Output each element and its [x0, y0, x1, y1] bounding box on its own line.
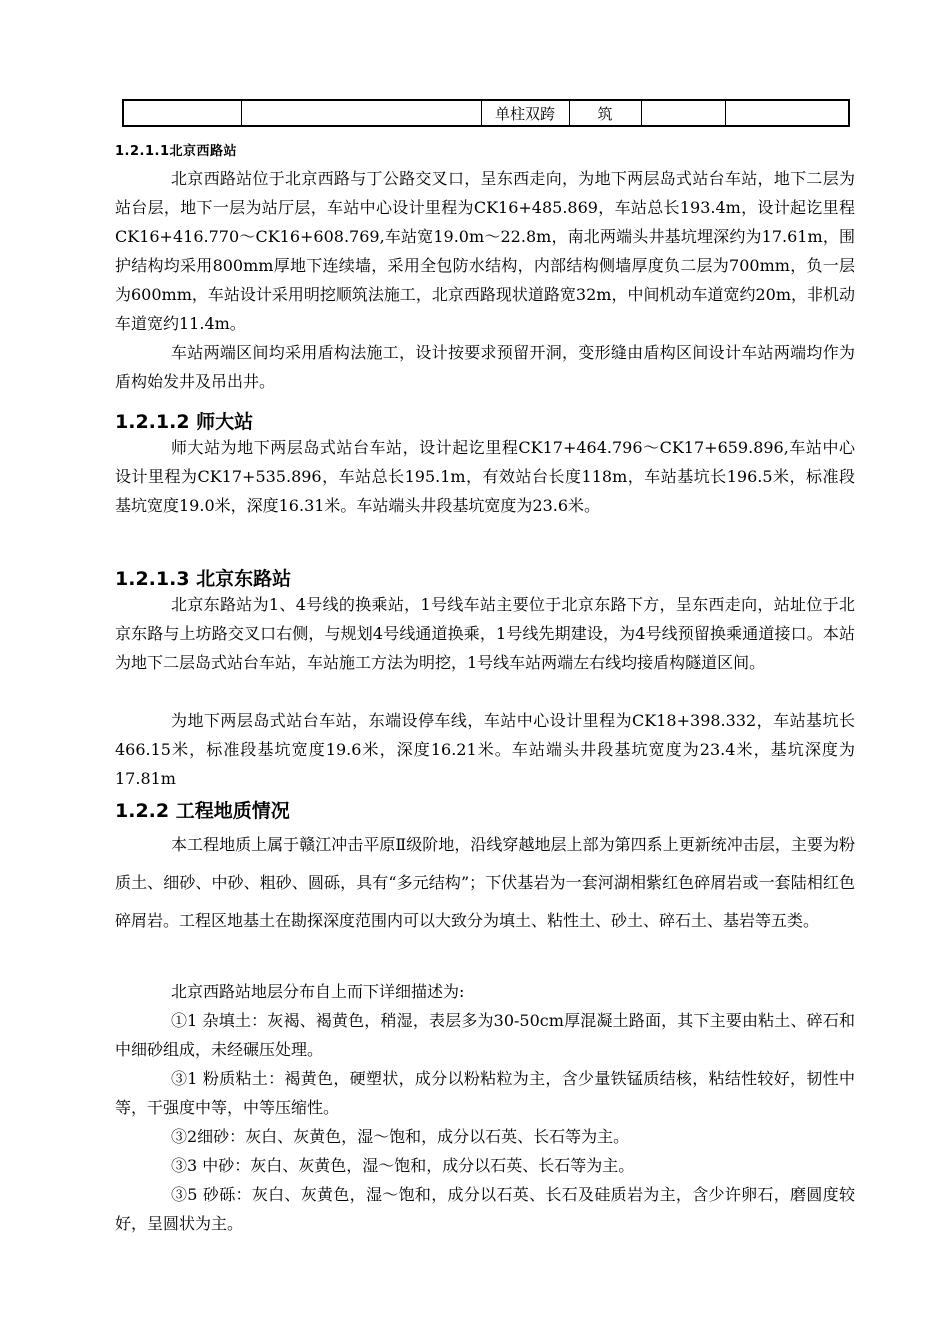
- table-cell: [123, 100, 241, 126]
- paragraph: 为地下两层岛式站台车站，东端设停车线，车站中心设计里程为CK18+398.332，车站基坑长466.15米，标准段基坑宽度19.6米，深度16.21米。车站端头井段基坑宽度为23.4米，基坑深度为17.81m: [115, 711, 855, 788]
- paragraph: 北京西路站位于北京西路与丁公路交叉口，呈东西走向，为地下两层岛式站台车站，地下二层为站台层，地下一层为站厅层，车站中心设计里程为CK16+485.869，车站总长193.4m，设计起讫里程CK16+416.770～CK16+608.769,车站宽19.0m～22.8m，南北两端头井基坑埋深约为17.61m，围护结构均采用800mm厚地下连续墙，采用全包防水结构，内部结构侧墙厚度负二层为700mm，负一层为600mm，车站设计采用明挖顺筑法施工，北京西路现状道路宽32m，中间机动车道宽约20m，非机动车道宽约11.4m。: [115, 169, 855, 333]
- section-heading: 1.2.1.2 师大站: [115, 411, 254, 433]
- table-cell: [241, 100, 481, 126]
- paragraph: 北京东路站为1、4号线的换乘站，1号线车站主要位于北京东路下方，呈东西走向，站址位于北京东路与上坊路交叉口右侧，与规划4号线通道换乘，1号线先期建设，为4号线预留换乘通道接口。本站为地下二层岛式站台车站，车站施工方法为明挖，1号线车站两端左右线均接盾构隧道区间。: [115, 595, 855, 672]
- table-cell: [641, 100, 725, 126]
- section-heading: 1.2.1.1北京西路站: [115, 144, 237, 159]
- paragraph: 北京西路站地层分布自上而下详细描述为:: [171, 982, 465, 1001]
- paragraph: 本工程地质上属于赣江冲击平原Ⅱ级阶地，沿线穿越地层上部为第四系上更新统冲击层，主要为粉质土、细砂、中砂、粗砂、圆砾，具有“多元结构”；下伏基岩为一套河湖相紫红色碎屑岩或一套陆相红色碎屑岩。工程区地基土在勘探深度范围内可以大致分为填土、粘性土、砂土、碎石土、基岩等五类。: [115, 835, 855, 930]
- paragraph: ③2细砂：灰白、灰黄色，湿～饱和，成分以石英、长石等为主。: [171, 1127, 630, 1146]
- paragraph: ①1 杂填土：灰褐、褐黄色，稍湿，表层多为30-50cm厚混凝土路面，其下主要由粘土、碎石和中细砂组成，未经碾压处理。: [115, 1011, 855, 1059]
- paragraph: ③5 砂砾：灰白、灰黄色，湿～饱和，成分以石英、长石及硅质岩为主，含少许卵石，磨圆度较好，呈圆状为主。: [115, 1185, 855, 1233]
- section-heading: 1.2.2 工程地质情况: [115, 800, 290, 822]
- paragraph: ③1 粉质粘土：褐黄色，硬塑状，成分以粉粘粒为主，含少量铁锰质结核，粘结性较好，韧性中等，干强度中等，中等压缩性。: [115, 1069, 855, 1117]
- paragraph: 车站两端区间均采用盾构法施工，设计按要求预留开洞，变形缝由盾构区间设计车站两端均作为盾构始发井及吊出井。: [115, 343, 855, 391]
- paragraph: 师大站为地下两层岛式站台车站，设计起讫里程CK17+464.796～CK17+659.896,车站中心设计里程为CK17+535.896，车站总长195.1m，有效站台长度118m，车站基坑长196.5米，标准段基坑宽度19.0米，深度16.31米。车站端头井段基坑宽度为23.6米。: [115, 438, 855, 515]
- table-row: [123, 100, 849, 126]
- table-cell: 筑: [569, 100, 641, 126]
- table-fragment: [122, 99, 850, 127]
- section-heading: 1.2.1.3 北京东路站: [115, 568, 292, 590]
- paragraph: ③3 中砂：灰白、灰黄色，湿～饱和，成分以石英、长石等为主。: [171, 1156, 635, 1175]
- table-cell: 单柱双跨: [481, 100, 569, 126]
- table-cell: [725, 100, 849, 126]
